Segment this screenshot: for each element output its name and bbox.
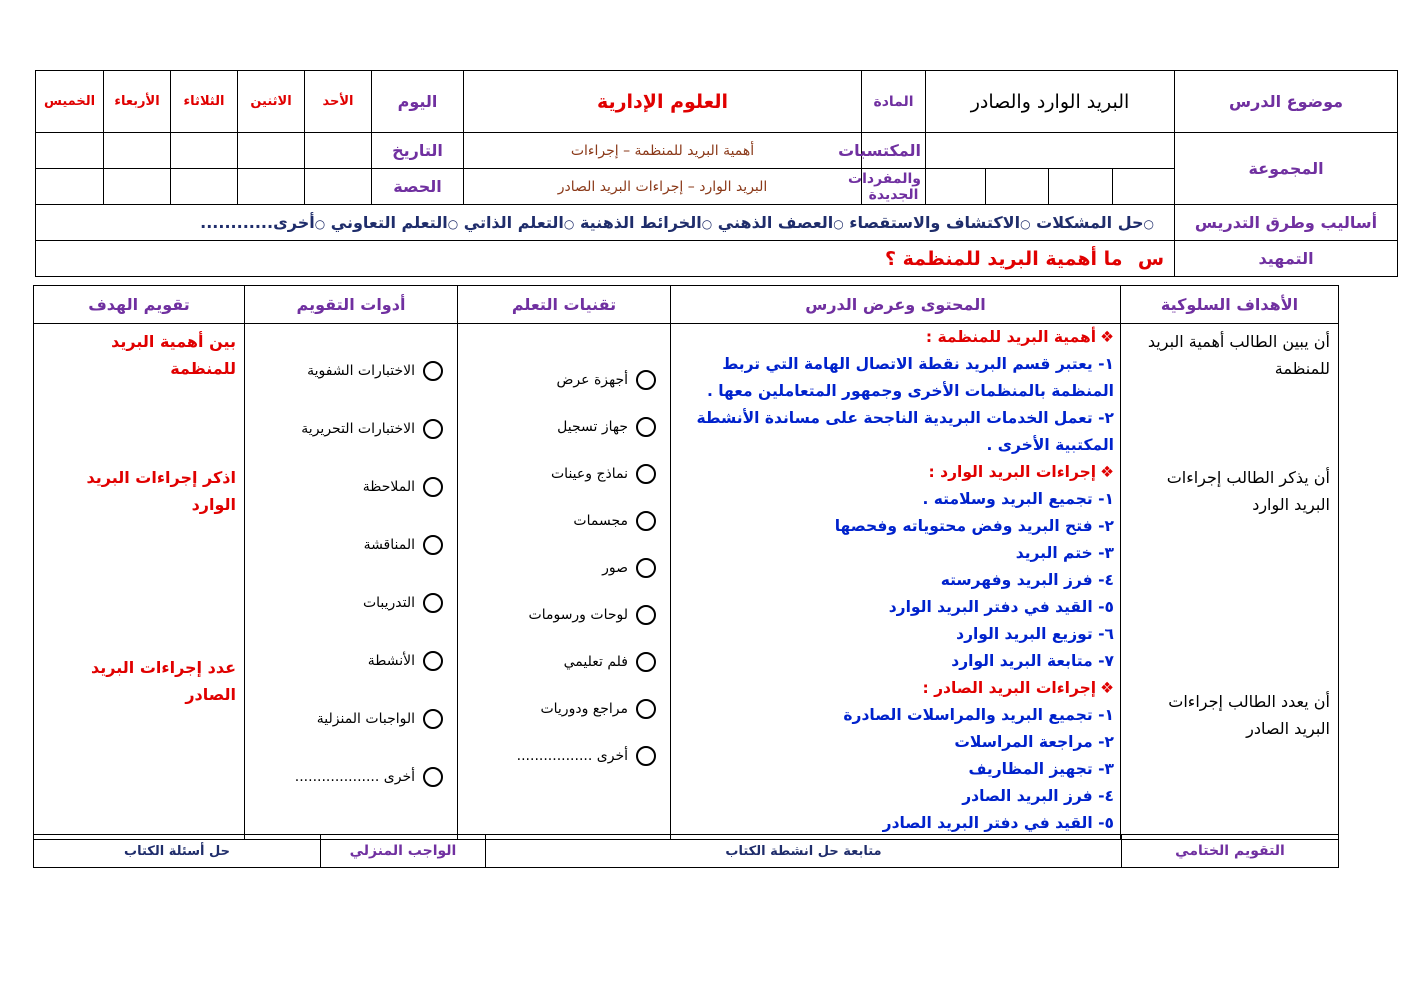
radio-circle-icon[interactable] bbox=[423, 651, 443, 671]
technique-option[interactable]: أجهزة عرض bbox=[464, 357, 664, 404]
day-label: اليوم bbox=[372, 71, 464, 133]
method-item: ○الاكتشاف والاستقصاء bbox=[849, 213, 1031, 232]
content-item: ٤- فرز البريد الصادر bbox=[962, 787, 1114, 805]
content-cell bbox=[671, 324, 1121, 840]
period-cell[interactable] bbox=[171, 169, 238, 205]
technique-option[interactable]: جهاز تسجيل bbox=[464, 404, 664, 451]
technique-option[interactable]: فلم تعليمي bbox=[464, 639, 664, 686]
circle-icon: ○ bbox=[1143, 217, 1155, 231]
methods-label: أساليب وطرق التدريس bbox=[1175, 205, 1398, 241]
radio-circle-icon[interactable] bbox=[636, 605, 656, 625]
date-cell[interactable] bbox=[36, 133, 104, 169]
radio-circle-icon[interactable] bbox=[423, 535, 443, 555]
prior-label: المكتسبات bbox=[862, 133, 926, 169]
vocab-value: البريد الوارد – إجراءات البريد الصادر bbox=[464, 169, 862, 205]
col-techniques: تقنيات التعلم bbox=[458, 286, 671, 324]
day-thursday: الخميس bbox=[36, 71, 104, 133]
content-item: ٣- تجهيز المظاريف bbox=[968, 760, 1114, 778]
content-item: ٢- مراجعة المراسلات bbox=[954, 733, 1114, 751]
content-section-1-title: ❖أهمية البريد للمنظمة : bbox=[925, 328, 1114, 346]
technique-option[interactable]: أخرى ................. bbox=[464, 733, 664, 780]
circle-icon: ○ bbox=[1020, 217, 1031, 231]
period-cell[interactable] bbox=[238, 169, 305, 205]
radio-circle-icon[interactable] bbox=[636, 558, 656, 578]
radio-circle-icon[interactable] bbox=[636, 652, 656, 672]
objectives-cell bbox=[1121, 324, 1339, 840]
radio-circle-icon[interactable] bbox=[636, 511, 656, 531]
method-item: ○التعلم التعاوني bbox=[330, 213, 459, 232]
method-item: ○التعلم الذاتي bbox=[463, 213, 575, 232]
evaluation-cell bbox=[34, 324, 245, 840]
intro-prefix: س bbox=[1137, 247, 1165, 270]
group-cell[interactable] bbox=[986, 169, 1049, 205]
circle-icon: ○ bbox=[701, 217, 713, 231]
radio-circle-icon[interactable] bbox=[423, 767, 443, 787]
lesson-header-table bbox=[35, 70, 1398, 277]
intro-question: ما أهمية البريد للمنظمة ؟ bbox=[884, 247, 1123, 270]
diamond-bullet-icon: ❖ bbox=[1100, 463, 1114, 481]
content-item: ٦- توزيع البريد الوارد bbox=[956, 625, 1114, 643]
radio-circle-icon[interactable] bbox=[423, 593, 443, 613]
tool-option[interactable]: الواجبات المنزلية bbox=[251, 690, 451, 748]
content-item: ٧- متابعة البريد الوارد bbox=[951, 652, 1114, 670]
technique-option[interactable]: لوحات ورسومات bbox=[464, 592, 664, 639]
radio-circle-icon[interactable] bbox=[636, 464, 656, 484]
circle-icon: ○ bbox=[447, 217, 459, 231]
method-item: ○حل المشكلات bbox=[1036, 213, 1155, 232]
content-item: ١- تجميع البريد وسلامته . bbox=[922, 490, 1114, 508]
group-row-blank bbox=[926, 133, 1175, 169]
radio-circle-icon[interactable] bbox=[636, 699, 656, 719]
tool-option[interactable]: الاختبارات الشفوية bbox=[251, 342, 451, 400]
topic-value: البريد الوارد والصادر bbox=[926, 71, 1175, 133]
final-eval-label: التقويم الختامي bbox=[1122, 835, 1339, 868]
vocab-label: والمفردات الجديدة bbox=[862, 169, 926, 205]
day-sunday: الأحد bbox=[305, 71, 372, 133]
technique-option[interactable]: مجسمات bbox=[464, 498, 664, 545]
radio-circle-icon[interactable] bbox=[636, 746, 656, 766]
homework-value: حل أسئلة الكتاب bbox=[34, 835, 321, 868]
group-cell[interactable] bbox=[926, 169, 986, 205]
tool-option[interactable]: الأنشطة bbox=[251, 632, 451, 690]
content-item: ٤- فرز البريد وفهرسته bbox=[940, 571, 1114, 589]
group-cell[interactable] bbox=[1113, 169, 1175, 205]
objective-1: أن يبين الطالب أهمية البريد للمنظمة bbox=[1147, 332, 1330, 378]
final-evaluation-table bbox=[33, 834, 1339, 868]
diamond-bullet-icon: ❖ bbox=[1100, 328, 1114, 346]
radio-circle-icon[interactable] bbox=[423, 477, 443, 497]
evaluation-2: اذكر إجراءات البريد الوارد bbox=[86, 468, 236, 514]
content-item: ١- يعتبر قسم البريد نقطة الاتصال الهامة التي تربط المنظمة بالمنظمات الأخرى وجمهور المتعاملين معها . bbox=[706, 355, 1114, 400]
prior-value: أهمية البريد للمنظمة – إجراءات bbox=[464, 133, 862, 169]
col-evaluation: تقويم الهدف bbox=[34, 286, 245, 324]
technique-option[interactable]: نماذج وعينات bbox=[464, 451, 664, 498]
lesson-body-table bbox=[33, 285, 1339, 840]
subject-label: المادة bbox=[862, 71, 926, 133]
techniques-cell bbox=[458, 324, 671, 840]
col-content: المحتوى وعرض الدرس bbox=[671, 286, 1121, 324]
tool-option[interactable]: الملاحظة bbox=[251, 458, 451, 516]
content-item: ١- تجميع البريد والمراسلات الصادرة bbox=[843, 706, 1114, 724]
group-label: المجموعة bbox=[1175, 133, 1398, 205]
tool-option[interactable]: المناقشة bbox=[251, 516, 451, 574]
objective-3: أن يعدد الطالب إجراءات البريد الصادر bbox=[1168, 692, 1330, 738]
date-cell[interactable] bbox=[305, 133, 372, 169]
content-section-3-title: ❖إجراءات البريد الصادر : bbox=[922, 679, 1114, 697]
method-item: ○الخرائط الذهنية bbox=[579, 213, 713, 232]
subject-value: العلوم الإدارية bbox=[464, 71, 862, 133]
content-item: ٢- فتح البريد وفض محتوياته وفحصها bbox=[834, 517, 1114, 535]
content-item: ٢- تعمل الخدمات البريدية الناجحة على مساندة الأنشطة المكتبية الأخرى . bbox=[696, 409, 1114, 454]
radio-circle-icon[interactable] bbox=[423, 419, 443, 439]
topic-label: موضوع الدرس bbox=[1175, 71, 1398, 133]
method-item: ○العصف الذهني bbox=[717, 213, 844, 232]
radio-circle-icon[interactable] bbox=[423, 361, 443, 381]
content-item: ٥- القيد في دفتر البريد الوارد bbox=[888, 598, 1114, 616]
radio-circle-icon[interactable] bbox=[636, 370, 656, 390]
radio-circle-icon[interactable] bbox=[423, 709, 443, 729]
radio-circle-icon[interactable] bbox=[636, 417, 656, 437]
tool-option[interactable]: التدريبات bbox=[251, 574, 451, 632]
evaluation-1: بين أهمية البريد للمنظمة bbox=[111, 332, 236, 378]
content-section-2-title: ❖إجراءات البريد الوارد : bbox=[928, 463, 1114, 481]
intro-label: التمهيد bbox=[1175, 241, 1398, 277]
final-eval-value: متابعة حل انشطة الكتاب bbox=[486, 835, 1122, 868]
period-cell[interactable] bbox=[305, 169, 372, 205]
tool-option[interactable]: الاختبارات التحريرية bbox=[251, 400, 451, 458]
objective-2: أن يذكر الطالب إجراءات البريد الوارد bbox=[1166, 468, 1330, 514]
method-item: ○أخرى............ bbox=[200, 213, 326, 232]
technique-option[interactable]: صور bbox=[464, 545, 664, 592]
group-cell[interactable] bbox=[1049, 169, 1113, 205]
day-monday: الاثنين bbox=[238, 71, 305, 133]
tool-option[interactable]: أخرى ................... bbox=[251, 748, 451, 806]
intro-question-cell bbox=[36, 241, 1175, 277]
period-cell[interactable] bbox=[104, 169, 171, 205]
methods-list bbox=[36, 205, 1175, 241]
day-wednesday: الأربعاء bbox=[104, 71, 171, 133]
tools-cell bbox=[245, 324, 458, 840]
date-cell[interactable] bbox=[171, 133, 238, 169]
period-cell[interactable] bbox=[36, 169, 104, 205]
circle-icon: ○ bbox=[833, 217, 844, 231]
period-label: الحصة bbox=[372, 169, 464, 205]
day-tuesday: الثلاثاء bbox=[171, 71, 238, 133]
homework-label: الواجب المنزلي bbox=[321, 835, 486, 868]
date-label: التاريخ bbox=[372, 133, 464, 169]
col-tools: أدوات التقويم bbox=[245, 286, 458, 324]
circle-icon: ○ bbox=[563, 217, 575, 231]
diamond-bullet-icon: ❖ bbox=[1100, 679, 1114, 697]
technique-option[interactable]: مراجع ودوريات bbox=[464, 686, 664, 733]
col-objectives: الأهداف السلوكية bbox=[1121, 286, 1339, 324]
date-cell[interactable] bbox=[104, 133, 171, 169]
content-item: ٥- القيد في دفتر البريد الصادر bbox=[882, 814, 1114, 832]
evaluation-3: عدد إجراءات البريد الصادر bbox=[91, 658, 236, 704]
date-cell[interactable] bbox=[238, 133, 305, 169]
circle-icon: ○ bbox=[314, 217, 326, 231]
content-item: ٣- ختم البريد bbox=[1015, 544, 1114, 562]
